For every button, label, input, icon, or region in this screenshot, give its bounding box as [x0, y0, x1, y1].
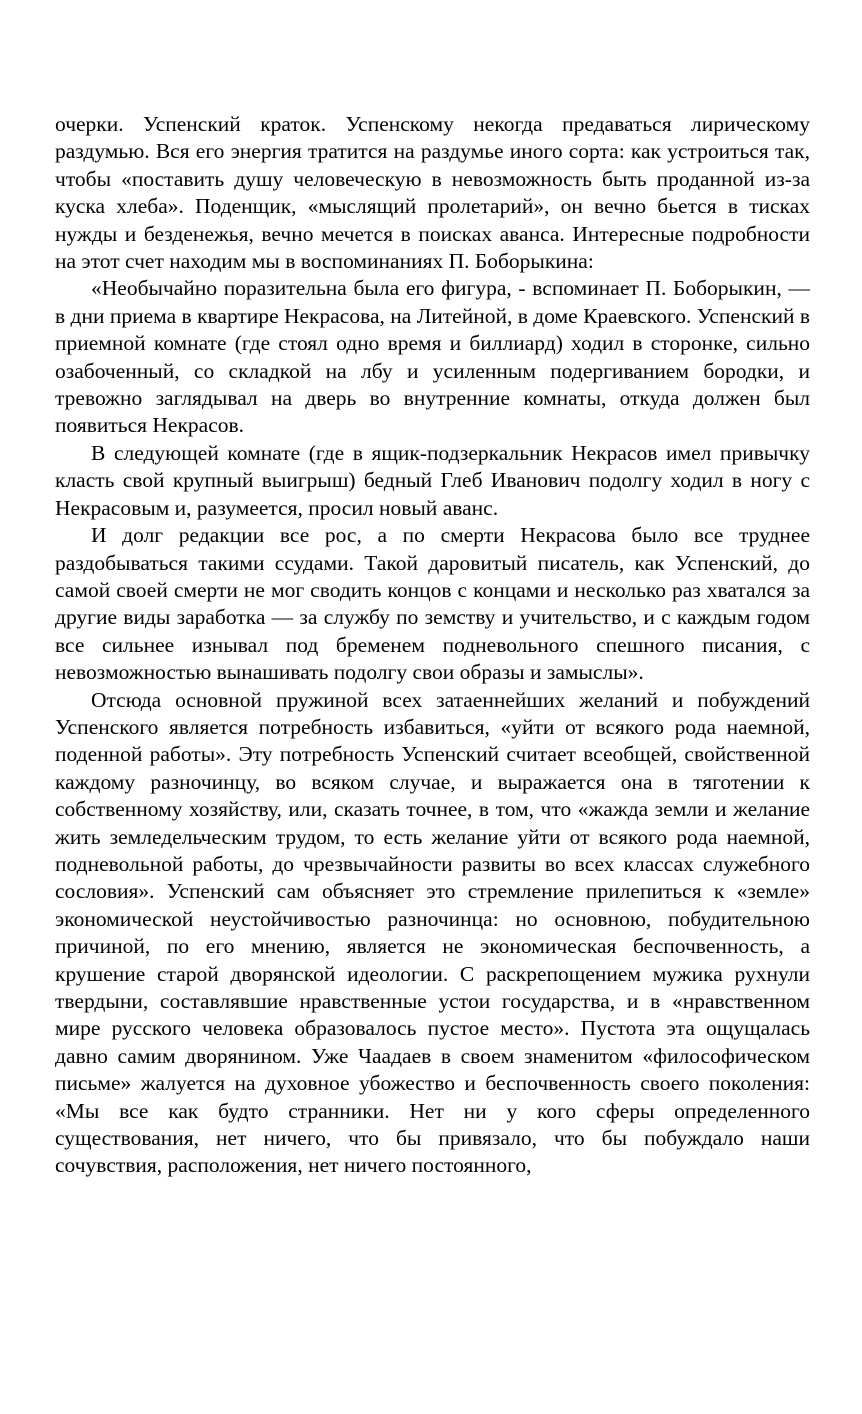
paragraph-1: очерки. Успенский краток. Успенскому некогда предаваться лирическому раздумью. Вся его энергия тратится на раздумье иного сорта: как устроиться так, чтобы «поставить душу человеческую в невозможность быть проданной из-за куска хлеба». Поденщик, «мыслящий пролетарий», он вечно бьется в тисках нужды и безденежья, вечно мечется в поисках аванса. Интересные подробности на этот счет находим мы в воспоминаниях П. Боборыкина:	[55, 112, 810, 274]
paragraph-3: В следующей комнате (где в ящик-подзеркальник Некрасов имел привычку класть свой крупный выигрыш) бедный Глеб Иванович подолгу ходил в ногу с Некрасовым и, разумеется, просил новый аванс.	[55, 440, 810, 520]
paragraph-2: «Необычайно поразительна была его фигура, - вспоминает П. Боборыкин, — в дни приема в квартире Некрасова, на Литейной, в доме Краевского. Успенский в приемной комнате (где стоял одно время и биллиард) ходил в сторонке, сильно озабоченный, со складкой на лбу и усиленным подергиванием бородки, и тревожно заглядывал на дверь во внутренние комнаты, откуда должен был появиться Некрасов.	[55, 276, 810, 438]
paragraph-4: И долг редакции все рос, а по смерти Некрасова было все труднее раздобываться такими ссудами. Такой даровитый писатель, как Успенский, до самой своей смерти не мог сводить концов с концами и несколько раз хватался за другие виды заработка — за службу по земству и учительство, и с каждым годом все сильнее изнывал под бременем подневольного спешного писания, с невозможностью вынашивать подолгу свои образы и замыслы».	[55, 523, 810, 685]
paragraph-5: Отсюда основной пружиной всех затаеннейших желаний и побуждений Успенского является потребность избавиться, «уйти от всякого рода наемной, поденной работы». Эту потребность Успенский считает всеобщей, свойственной каждому разночинцу, во всяком случае, и выражается она в тяготении к собственному хозяйству, или, сказать точнее, в том, что «жажда земли и желание жить земледельческим трудом, то есть желание уйти от всякого рода наемной, подневольной работы, до чрезвычайности развиты во всех классах служебного сословия». Успенский сам объясняет это стремление прилепиться к «земле» экономической неустойчивостью разночинца: но основною, побудительною причиной, по его мнению, является не экономическая беспочвенность, а крушение старой дворянской идеологии. С раскрепощением мужика рухнули твердыни, составлявшие нравственные устои государства, и в «нравственном мире русского человека образовалось пустое место». Пустота эта ощущалась давно самим дворянином. Уже Чаадаев в своем знаменитом «философическом письме» жалуется на духовное убожество и беспочвенность своего поколения: «Мы все как будто странники. Нет ни у кого сферы определенного существования, нет ничего, что бы привязало, что бы побуждало наши сочувствия, расположения, нет ничего постоянного,	[55, 687, 810, 1178]
document-page	[55, 111, 810, 1180]
